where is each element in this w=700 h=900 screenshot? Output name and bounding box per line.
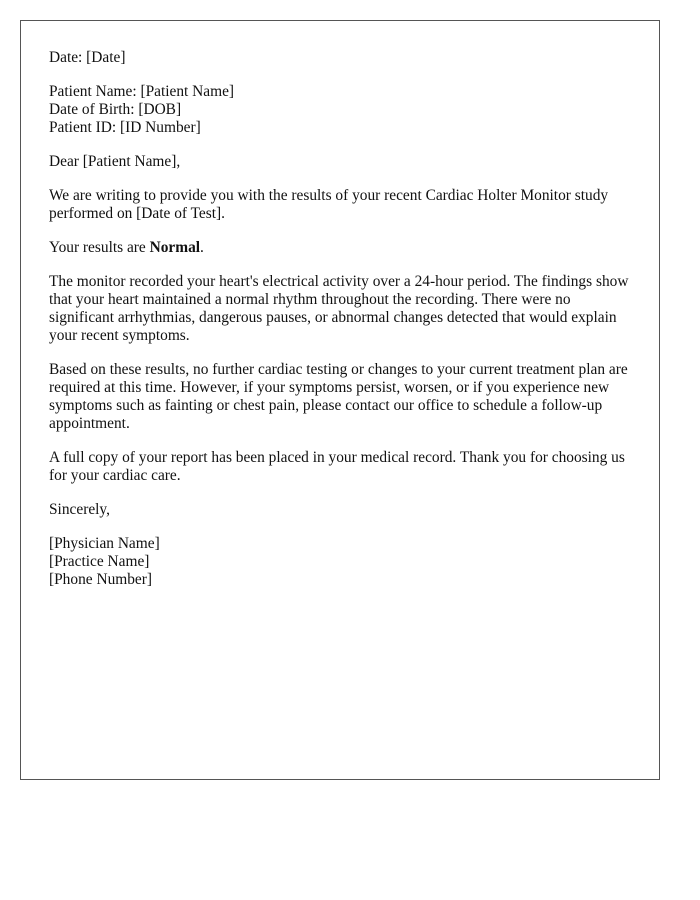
result-prefix: Your results are [49,239,150,256]
practice-name: [Practice Name] [49,553,150,570]
date-line: Date: [Date] [49,49,126,66]
patient-id-line: Patient ID: [ID Number] [49,119,201,136]
letter-body [49,49,634,605]
patient-info-block [49,83,634,137]
patient-name-line: Patient Name: [Patient Name] [49,83,235,100]
patient-dob-line: Date of Birth: [DOB] [49,101,182,118]
physician-name: [Physician Name] [49,535,160,552]
result-suffix: . [200,239,204,256]
signoff: Sincerely, [49,501,110,518]
result-value: Normal [149,239,201,256]
signature-block [49,535,634,589]
findings-paragraph: The monitor recorded your heart's electrical activity over a 24-hour period. The findings show that your heart maintained a normal rhythm throughout the recording. There were no significant arrhythmias, dangerous pauses, or abnormal changes detected that would explain your recent symptoms. [49,273,629,344]
recommendation-paragraph: Based on these results, no further cardiac testing or changes to your current treatment plan are required at this time. However, if your symptoms persist, worsen, or if you experience new symptoms such as fainting or chest pain, please contact our office to schedule a follow-up appointment. [49,361,628,432]
intro-paragraph: We are writing to provide you with the results of your recent Cardiac Holter Monitor study performed on [Date of Test]. [49,187,609,222]
salutation: Dear [Patient Name], [49,153,181,170]
result-paragraph [49,239,634,257]
date-block [49,49,634,67]
phone-number: [Phone Number] [49,571,153,588]
letter-page [20,20,660,780]
closing-note-paragraph: A full copy of your report has been placed in your medical record. Thank you for choosing us for your cardiac care. [49,449,625,484]
